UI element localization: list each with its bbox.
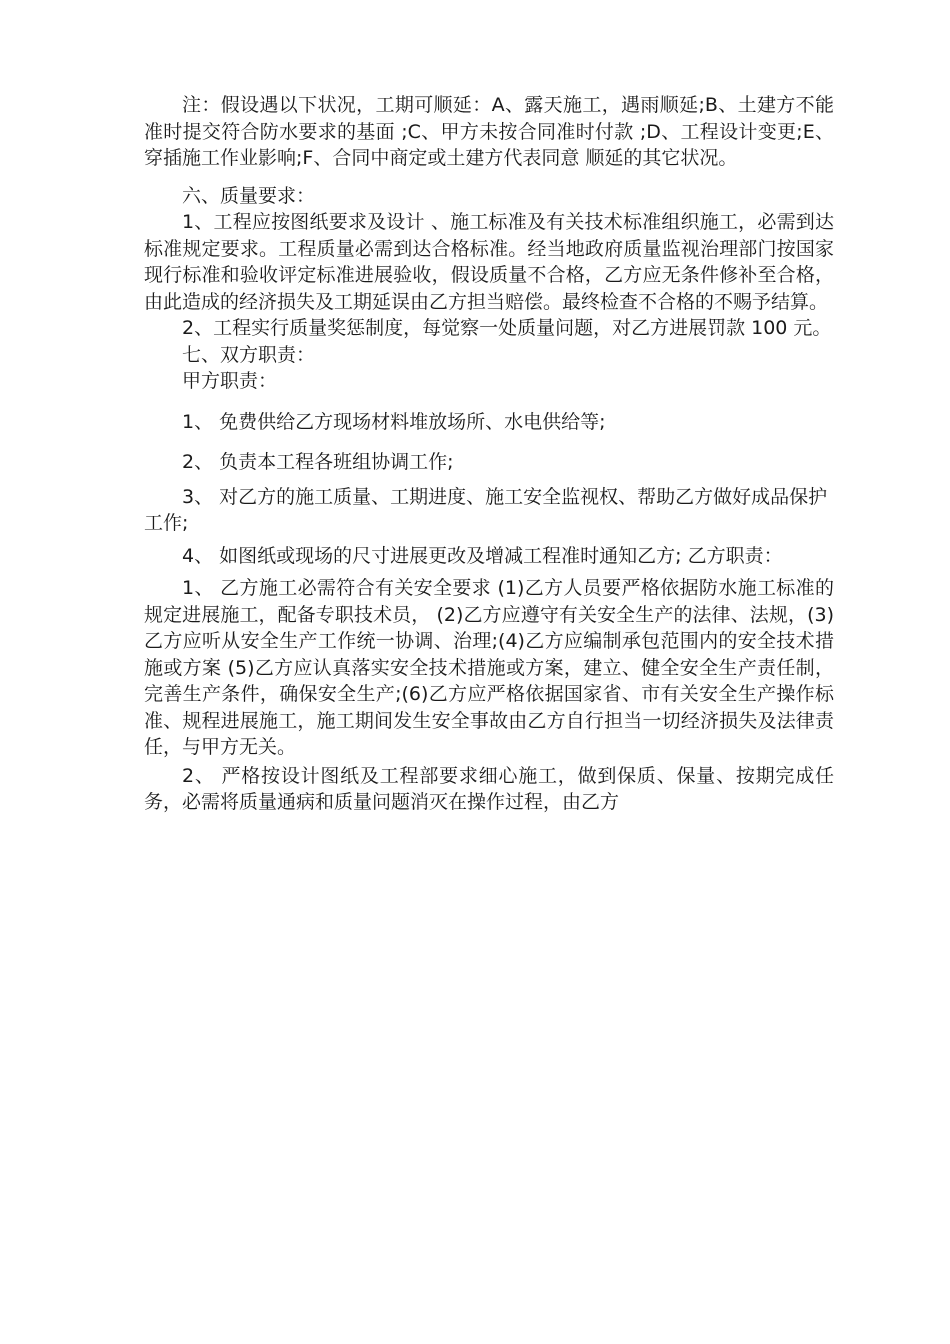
party-b-clause-2: 2、 严格按设计图纸及工程部要求细心施工，做到保质、保量、按期完成任务，必需将质量通病和质量问题消灭在操作过程，由乙方 bbox=[144, 764, 834, 813]
party-a-heading: 甲方职责： bbox=[182, 370, 278, 392]
section-6-heading: 六、质量要求： bbox=[182, 184, 316, 207]
section-6-clause-1: 1、工程应按图纸要求及设计 、施工标准及有关技术标准组织施工，必需到达标准规定要求。工程质量必需到达合格标准。经当地政府质量监视治理部门按国家现行标准和验收评定标准进展验收，假设质量不合格，乙方应无条件修补至合格，由此造成的经济损失及工期延误由乙方担当赔偿。最终检查不合格的不赐予结算。 bbox=[144, 211, 834, 313]
party-a-item-4: 4、 如图纸或现场的尺寸进展更改及增减工程准时通知乙方; 乙方职责： bbox=[182, 544, 783, 567]
document-body bbox=[144, 92, 834, 816]
party-a-item-2: 2、 负责本工程各班组协调工作; bbox=[182, 451, 454, 473]
party-a-item-1: 1、 免费供给乙方现场材料堆放场所、水电供给等; bbox=[182, 410, 606, 433]
party-a-item-3: 3、 对乙方的施工质量、工期进度、施工安全监视权、帮助乙方做好成品保护工作; bbox=[144, 485, 828, 534]
section-6-clause-2: 2、工程实行质量奖惩制度，每觉察一处质量问题，对乙方进展罚款 100 元。 bbox=[182, 317, 832, 339]
delay-note-paragraph: 注：假设遇以下状况，工期可顺延：A、露天施工，遇雨顺延;B、土建方不能准时提交符合防水要求的基面 ;C、甲方未按合同准时付款 ;D、工程设计变更;E、穿插施工作业影响;F、合同中商定或土建方代表同意 顺延的其它状况。 bbox=[144, 94, 834, 169]
section-7-heading: 七、双方职责： bbox=[182, 343, 316, 366]
party-b-clause-1: 1、 乙方施工必需符合有关安全要求 (1)乙方人员要严格依据防水施工标准的规定进展施工，配备专职技术员， (2)乙方应遵守有关安全生产的法律、法规，(3)乙方应听从安全生产工作统一协调、治理;(4)乙方应编制承包范围内的安全技术措施或方案 (5)乙方应认真落实安全技术措施或方案，建立、健全安全生产责任制，完善生产条件，确保安全生产;(6)乙方应严格依据国家省、市有关安全生产操作标准、规程进展施工，施工期间发生安全事故由乙方自行担当一切经济损失及法律责任，与甲方无关。 bbox=[144, 577, 834, 758]
